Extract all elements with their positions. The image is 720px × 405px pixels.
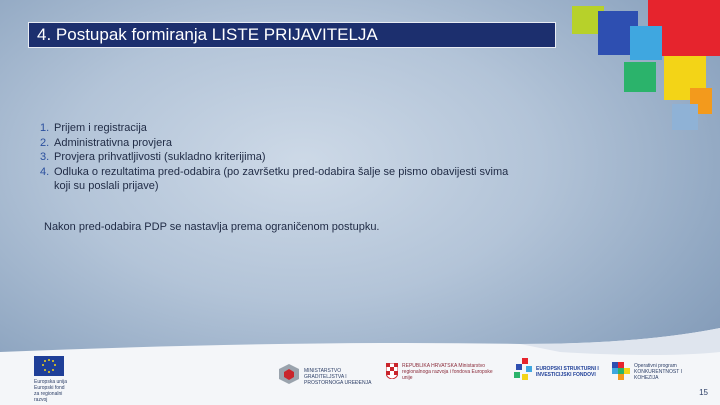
list-item: 3. Provjera prihvatljivosti (sukladno kriterijima) [40,151,266,163]
croatian-coat-of-arms-icon [386,363,398,379]
op-mosaic-icon [612,362,630,382]
esi-funds-logo: EUROPSKI STRUKTURNI I INVESTICIJSKI FONDOVI [512,356,602,386]
ministry-logo: MINISTARSTVO GRADITELJSTVA I PROSTORNOGA UREĐENJA [278,363,378,387]
procedure-note: Nakon pred-odabira PDP se nastavlja prema ograničenom postupku. [44,221,380,233]
decor-square-pale [672,104,698,130]
decor-square-lightblue [630,26,662,60]
republika-hrvatska-logo: REPUBLIKA HRVATSKA Ministarstvo regionalnoga razvoja i fondova Europske unije [386,361,496,387]
list-item: 1. Prijem i registracija [40,122,147,134]
ministry-emblem-icon [278,363,300,385]
footer-logos [0,350,720,405]
esi-mosaic-icon [512,358,534,384]
steps-list [40,121,520,194]
list-item: 2. Administrativna provjera [40,136,172,149]
slide-title: 4. Postupak formiranja LISTE PRIJAVITELJA [28,22,556,48]
decor-square-teal [624,62,656,92]
page-number: 15 [699,388,708,397]
eu-logo: Europska unija Europski fond za regionalni razvoj [34,356,74,403]
eu-flag-icon [34,356,64,376]
list-item: 4. Odluka o rezultatima pred-odabira (po završetku pred-odabira šalje se pismo obavijesti svima koji su poslali prijave) [40,165,509,192]
op-konkurentnost-logo: Operativni program KONKURENTNOST I KOHEZIJA [612,360,696,386]
